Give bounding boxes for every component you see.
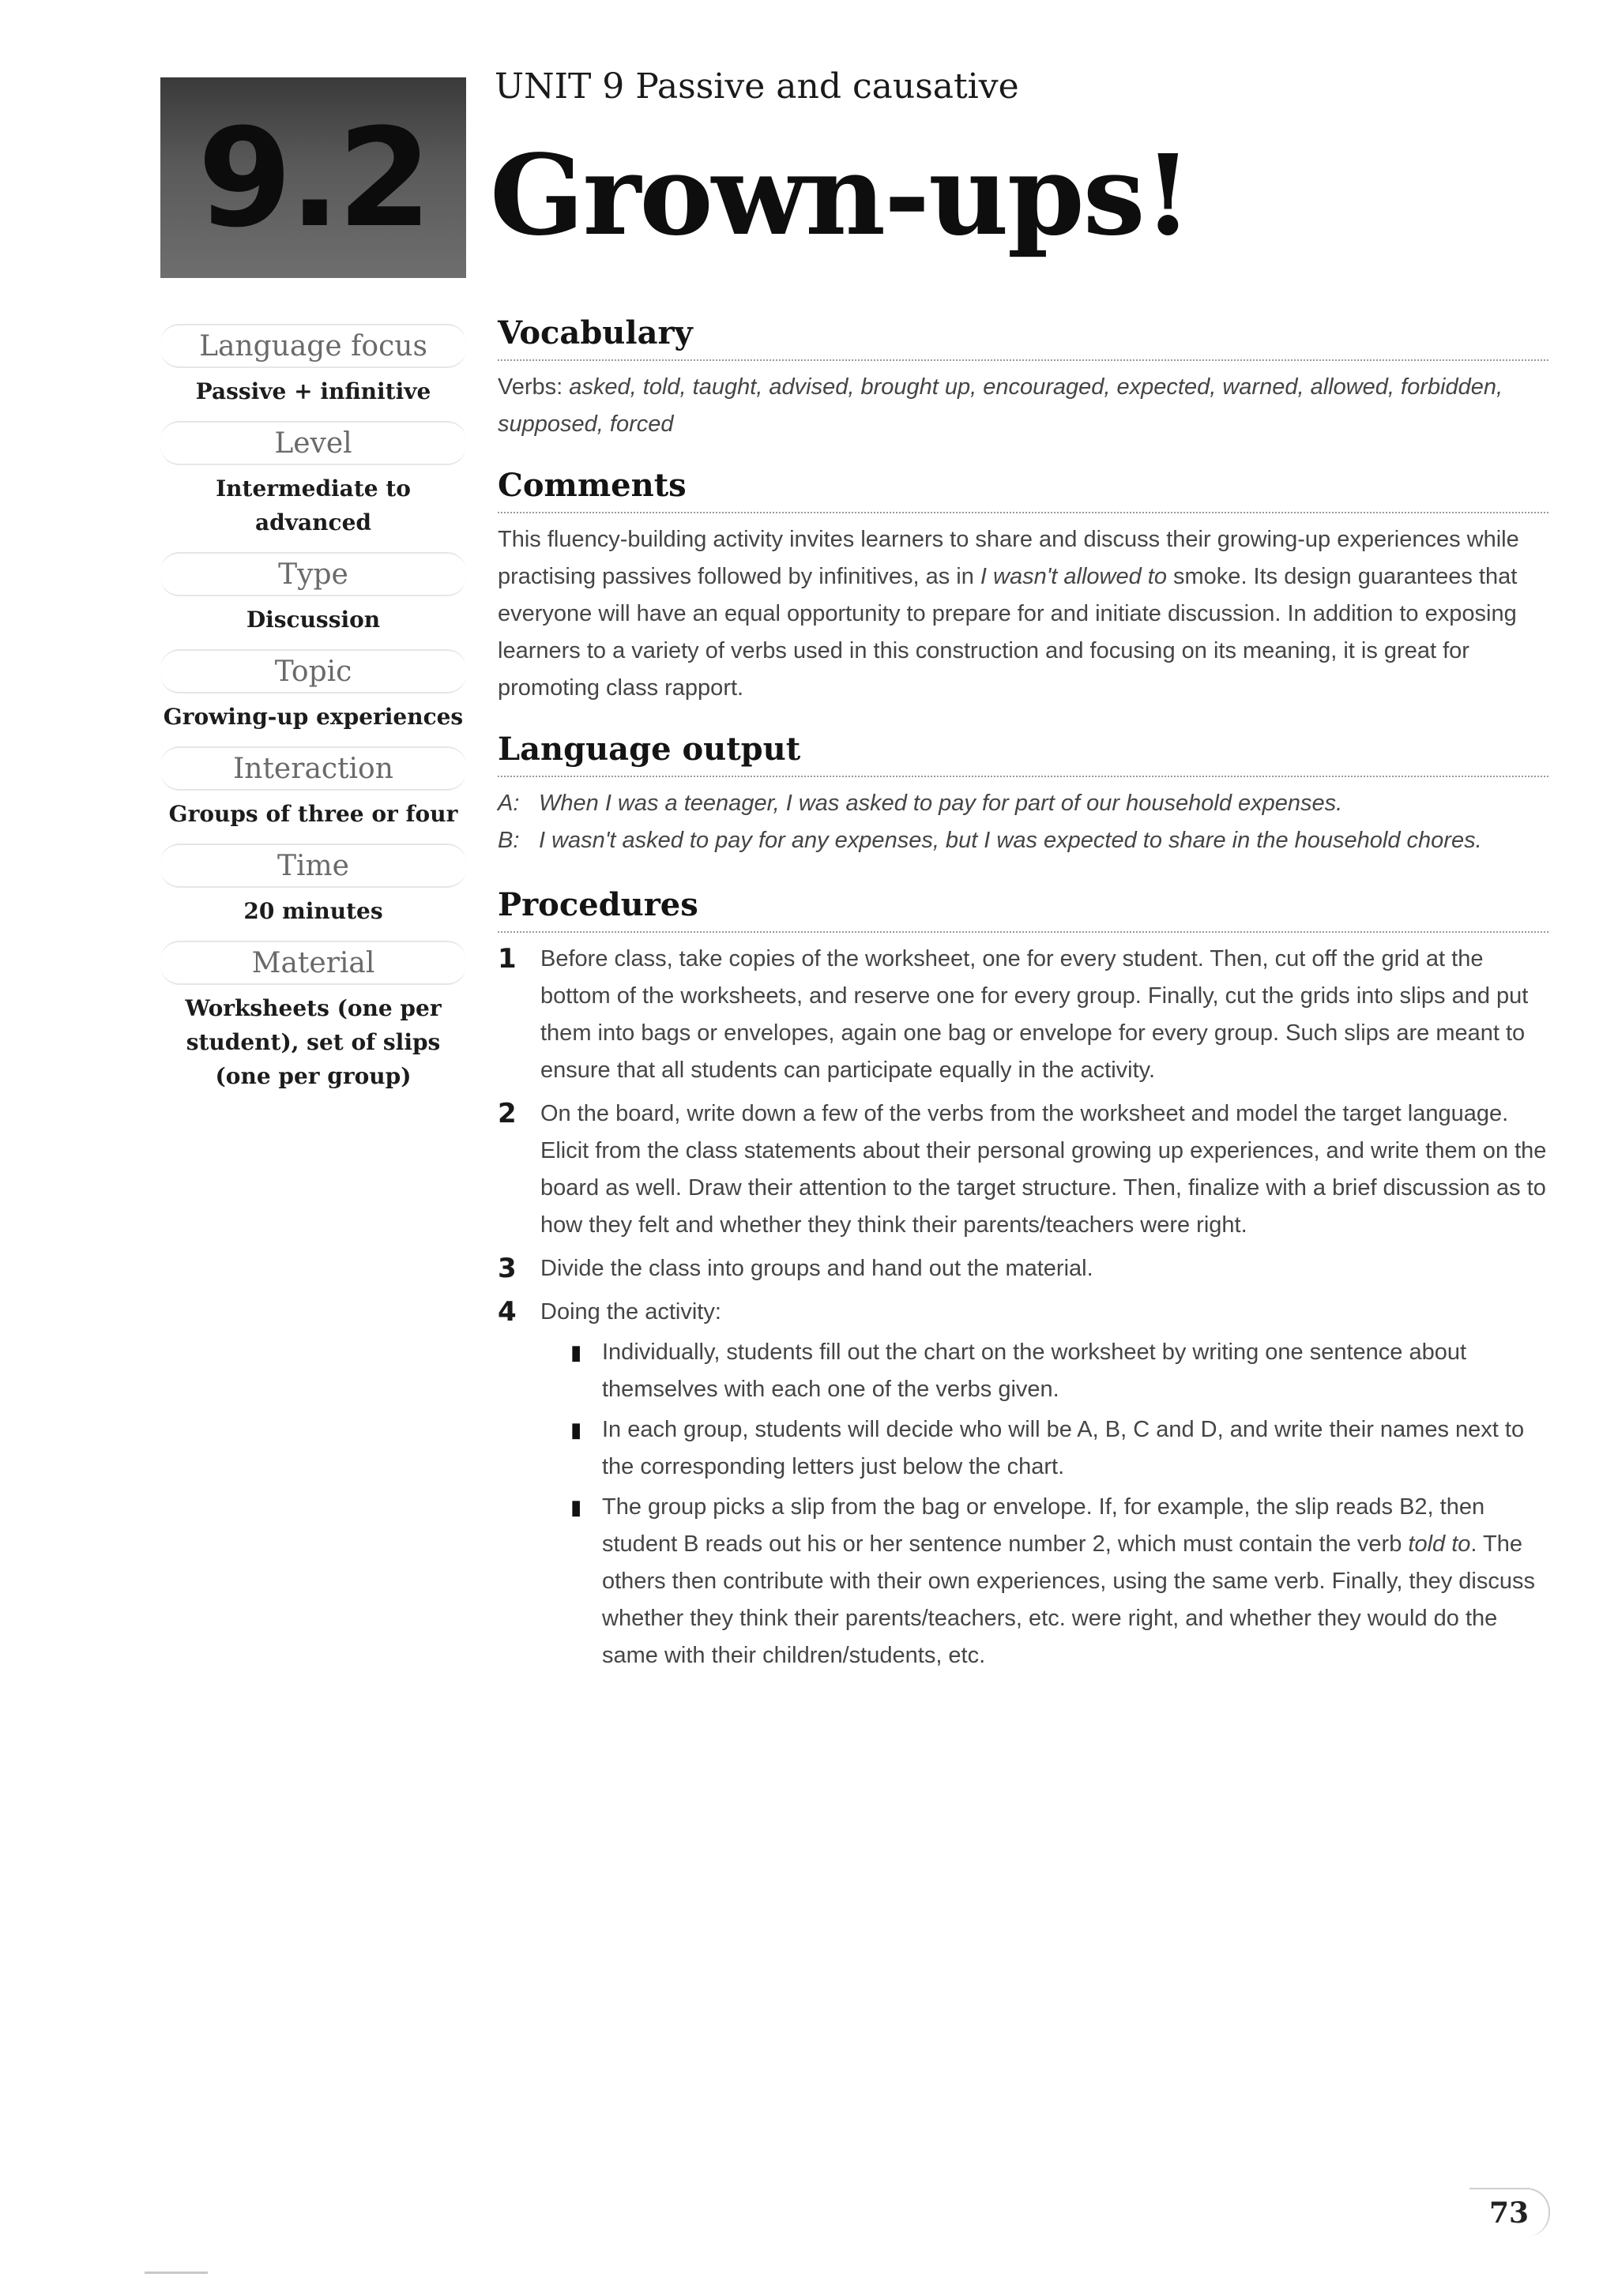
page-title: Grown-ups! bbox=[490, 131, 1191, 261]
sidebar-label-material: Material bbox=[160, 941, 466, 985]
activity-step-text bbox=[602, 1489, 1548, 1674]
procedures-list bbox=[498, 941, 1548, 1678]
procedure-text: On the board, write down a few of the verbs from the worksheet and model the target language. Elicit from the class statements about their personal growing up experiences, and write them on the board as well. Draw their attention to the target structure. Then, finalize with a brief discussion as to how they felt and whether they think their parents/teachers were right. bbox=[540, 1101, 1547, 1238]
sidebar-value-level: Intermediate to advanced bbox=[216, 475, 411, 535]
output-speaker: B: bbox=[498, 828, 520, 853]
procedure-number: 2 bbox=[498, 1098, 517, 1129]
sidebar-label-topic: Topic bbox=[160, 649, 466, 693]
output-line bbox=[498, 822, 1548, 859]
lesson-info-sidebar bbox=[160, 324, 466, 1106]
procedure-step bbox=[498, 1294, 1548, 1678]
procedure-text: Divide the class into groups and hand out the material. bbox=[540, 1256, 1093, 1281]
procedure-number: 1 bbox=[498, 943, 517, 975]
output-sentence: When I was a teenager, I was asked to pay for part of our household expenses. bbox=[539, 791, 1343, 816]
procedure-text: Doing the activity: bbox=[540, 1299, 721, 1325]
page-number: 73 bbox=[1469, 2188, 1550, 2237]
vocabulary-heading: Vocabulary bbox=[498, 314, 1548, 361]
main-content bbox=[498, 314, 1548, 1684]
activity-step-text: In each group, students will decide who will be A, B, C and D, and write their names next to the corresponding letters just below the chart. bbox=[602, 1417, 1525, 1479]
activity-step bbox=[570, 1411, 1548, 1486]
footer-rule bbox=[145, 2272, 208, 2274]
vocabulary-verbs: asked, told, taught, advised, brought up, encouraged, expected, warned, allowed, forbidden, supposed, forced bbox=[498, 374, 1503, 437]
output-speaker: A: bbox=[498, 791, 520, 816]
procedures-heading: Procedures bbox=[498, 886, 1548, 933]
activity-step-text: Individually, students fill out the chart on the worksheet by writing one sentence about themselves with each one of the verbs given. bbox=[602, 1340, 1467, 1402]
vocabulary-section bbox=[498, 314, 1548, 443]
sidebar-label-language-focus: Language focus bbox=[160, 324, 466, 368]
activity-step-text-part1: The group picks a slip from the bag or envelope. If, for example, the slip reads B2, then student B reads out his or her sentence number 2, which must contain the verb bbox=[602, 1494, 1485, 1557]
procedures-section bbox=[498, 886, 1548, 1678]
procedure-step bbox=[498, 941, 1548, 1089]
language-output-section bbox=[498, 731, 1548, 859]
comments-text-part2: smoke. Its design guarantees that everyone will have an equal opportunity to prepare for and initiate discussion. In addition to exposing learners to a variety of verbs used in this construction and focusing on its meaning, it is great for promoting class rapport. bbox=[498, 564, 1518, 701]
procedure-text: Before class, take copies of the worksheet, one for every student. Then, cut off the grid at the bottom of the worksheets, and reserve one for every group. Finally, cut the grids into slips and put them into bags or envelopes, again one bag or envelope for every group. Such slips are meant to ensure that all students can participate equally in the activity. bbox=[540, 946, 1529, 1083]
output-sentence: I wasn't asked to pay for any expenses, but I was expected to share in the household chores. bbox=[539, 828, 1482, 853]
sidebar-label-level: Level bbox=[160, 421, 466, 465]
language-output-heading: Language output bbox=[498, 731, 1548, 777]
comments-example: I wasn't allowed to bbox=[980, 564, 1167, 589]
procedure-step bbox=[498, 1095, 1548, 1244]
sidebar-value-material: Worksheets (one per student), set of slips (one per group) bbox=[185, 995, 442, 1089]
activity-step bbox=[570, 1489, 1548, 1674]
bullet-icon: ▮ bbox=[570, 1495, 582, 1519]
sidebar-label-interaction: Interaction bbox=[160, 746, 466, 791]
activity-steps-list bbox=[570, 1334, 1548, 1674]
activity-step-text-part2: . The others then contribute with their own experiences, using the same verb. Finally, they discuss whether they think their parents/teachers, etc. were right, and whether they would do the same with their children/students, etc. bbox=[602, 1531, 1535, 1668]
procedure-number: 3 bbox=[498, 1253, 517, 1284]
bullet-icon: ▮ bbox=[570, 1418, 582, 1441]
output-line bbox=[498, 785, 1548, 822]
procedure-body bbox=[540, 1294, 1548, 1678]
bullet-icon: ▮ bbox=[570, 1340, 582, 1364]
comments-section bbox=[498, 467, 1548, 707]
unit-line: UNIT 9 Passive and causative bbox=[495, 66, 1019, 107]
lesson-number: 9.2 bbox=[198, 98, 429, 257]
lesson-number-badge bbox=[160, 77, 466, 278]
procedure-step bbox=[498, 1250, 1548, 1287]
sidebar-value-interaction: Groups of three or four bbox=[168, 801, 458, 827]
vocabulary-prefix: Verbs: bbox=[498, 374, 570, 400]
comments-heading: Comments bbox=[498, 467, 1548, 513]
sidebar-value-topic: Growing-up experiences bbox=[163, 704, 464, 730]
sidebar-value-time: 20 minutes bbox=[243, 898, 383, 924]
comments-text bbox=[498, 521, 1548, 707]
sidebar-value-type: Discussion bbox=[246, 607, 381, 633]
sidebar-label-time: Time bbox=[160, 844, 466, 888]
activity-step bbox=[570, 1334, 1548, 1408]
procedure-number: 4 bbox=[498, 1296, 517, 1328]
comments-text-part1: This fluency-building activity invites learners to share and discuss their growing-up experiences while practising passives followed by infinitives, as in bbox=[498, 527, 1519, 589]
sidebar-label-type: Type bbox=[160, 552, 466, 596]
activity-step-verb: told to bbox=[1408, 1531, 1471, 1557]
sidebar-value-language-focus: Passive + infinitive bbox=[195, 378, 431, 404]
vocabulary-text bbox=[498, 369, 1548, 443]
